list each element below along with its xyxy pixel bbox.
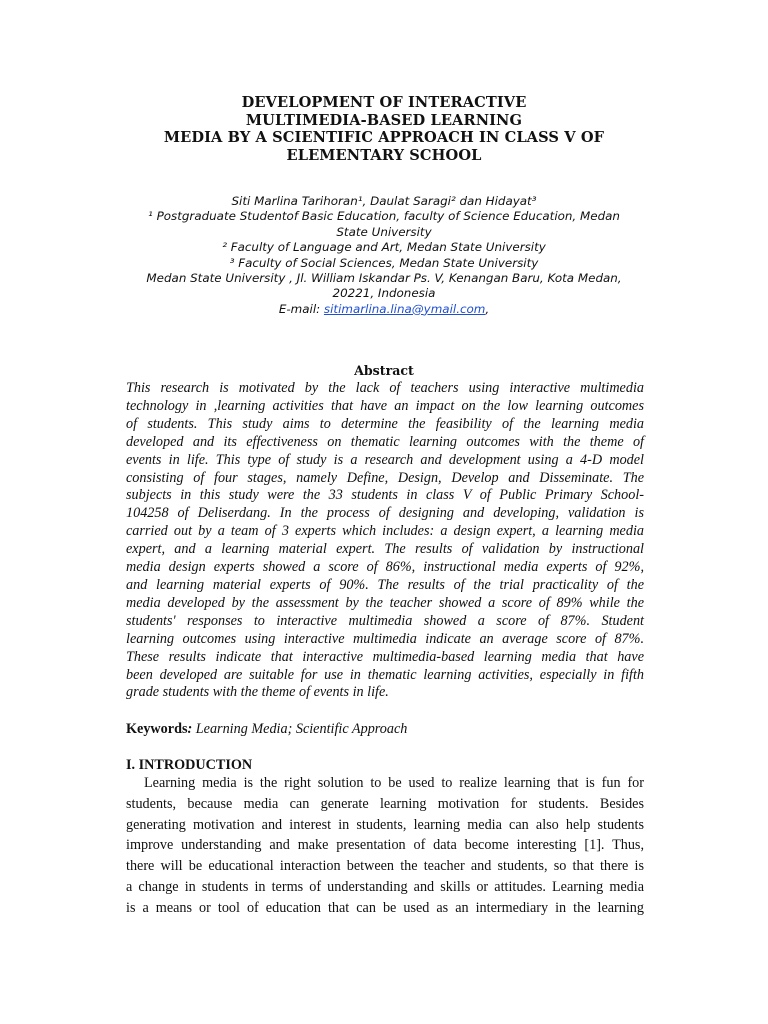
intro-line: students, because media can generate learning motivation for students. Besides xyxy=(126,795,644,812)
abstract-line: events in life. This type of study is a research and development using a 4-D model xyxy=(126,451,644,468)
intro-line: improve understanding and make presentation of data become interesting [1]. Thus, xyxy=(126,837,644,854)
section-heading-introduction: I. INTRODUCTION xyxy=(126,757,253,773)
abstract-line: 104258 of Deliserdang. In the process of designing and developing, validation is xyxy=(126,505,644,522)
address-line: Medan State University , Jl. William Iskandar Ps. V, Kenangan Baru, Kota Medan, xyxy=(146,271,622,286)
title-line: MULTIMEDIA-BASED LEARNING xyxy=(245,111,523,129)
abstract-line: expert, and a learning material expert. The results of validation by instructional xyxy=(126,541,644,558)
intro-line: a change in students in terms of understanding and skills or attitudes. Learning media xyxy=(126,878,644,895)
affiliation-3: ³ Faculty of Social Sciences, Medan State University xyxy=(229,255,539,270)
abstract-line: students' responses to interactive multimedia showed a score of 87%. Student xyxy=(126,612,644,629)
keywords-line xyxy=(126,720,644,738)
abstract-heading: Abstract xyxy=(354,363,414,378)
keywords-value: Learning Media; Scientific Approach xyxy=(192,721,408,737)
keywords-colon: : xyxy=(187,721,193,737)
author-block xyxy=(110,194,658,317)
introduction-body xyxy=(126,773,644,919)
paper-title xyxy=(100,94,668,164)
abstract-line: carried out by a team of 3 experts which includes: a design expert, a learning media xyxy=(126,523,644,540)
intro-line: generating motivation and interest in students, learning media can also help students xyxy=(126,816,644,833)
abstract-line: consisting of four stages, namely Define, Design, Develop and Disseminate. The xyxy=(126,469,644,486)
intro-line: there will be educational interaction between the teacher and students, so that there is xyxy=(126,858,644,875)
affiliation-2: ² Faculty of Language and Art, Medan State University xyxy=(222,240,546,255)
email-line xyxy=(110,302,658,317)
affiliation-1: ¹ Postgraduate Studentof Basic Education, faculty of Science Education, Medan xyxy=(148,209,620,224)
abstract-line: of students. This study aims to determine the feasibility of the learning media xyxy=(126,415,644,432)
affiliation-1-cont: State University xyxy=(336,224,432,239)
abstract-line: subjects in this study were the 33 students in class V of Public Primary School- xyxy=(126,487,644,504)
abstract-line: developed and its effectiveness on thematic learning outcomes with the theme of xyxy=(126,433,644,450)
email-link[interactable]: sitimarlina.lina@ymail.com xyxy=(323,301,486,316)
abstract-body xyxy=(126,380,644,702)
email-suffix: , xyxy=(485,301,490,316)
abstract-line: media developed by the assessment by the teacher showed a score of 89% while the xyxy=(126,594,644,611)
abstract-line: and learning material experts of 90%. The results of the trial practicality of the xyxy=(126,576,644,593)
abstract-line: grade students with the theme of events in life. xyxy=(126,684,389,701)
abstract-line: been developed are suitable for use in thematic learning activities, especially in fifth xyxy=(126,666,644,683)
author-names: Siti Marlina Tarihoran¹, Daulat Saragi² dan Hidayat³ xyxy=(231,194,537,208)
abstract-line: technology in ,learning activities that have an impact on the low learning outcomes xyxy=(126,397,644,414)
intro-line: is a means or tool of education that can be used as an intermediary in the learning xyxy=(126,899,644,916)
abstract-line: This research is motivated by the lack of teachers using interactive multimedia xyxy=(126,380,644,396)
abstract-line: These results indicate that interactive multimedia-based learning media that have xyxy=(126,648,644,665)
email-label: E-mail: xyxy=(278,301,324,316)
intro-line: Learning media is the right solution to be used to realize learning that is fun for xyxy=(144,775,644,791)
title-line: ELEMENTARY SCHOOL xyxy=(286,146,482,164)
keywords-label: Keywords xyxy=(126,721,188,737)
address-line-cont: 20221, Indonesia xyxy=(332,286,436,301)
abstract-line: media design experts showed a score of 86%, instructional media experts of 92%, xyxy=(126,559,644,576)
title-line: DEVELOPMENT OF INTERACTIVE xyxy=(241,94,527,111)
title-line: MEDIA BY A SCIENTIFIC APPROACH IN CLASS V OF xyxy=(163,129,605,146)
abstract-line: learning outcomes using interactive multimedia indicate an average score of 87%. xyxy=(126,630,644,647)
